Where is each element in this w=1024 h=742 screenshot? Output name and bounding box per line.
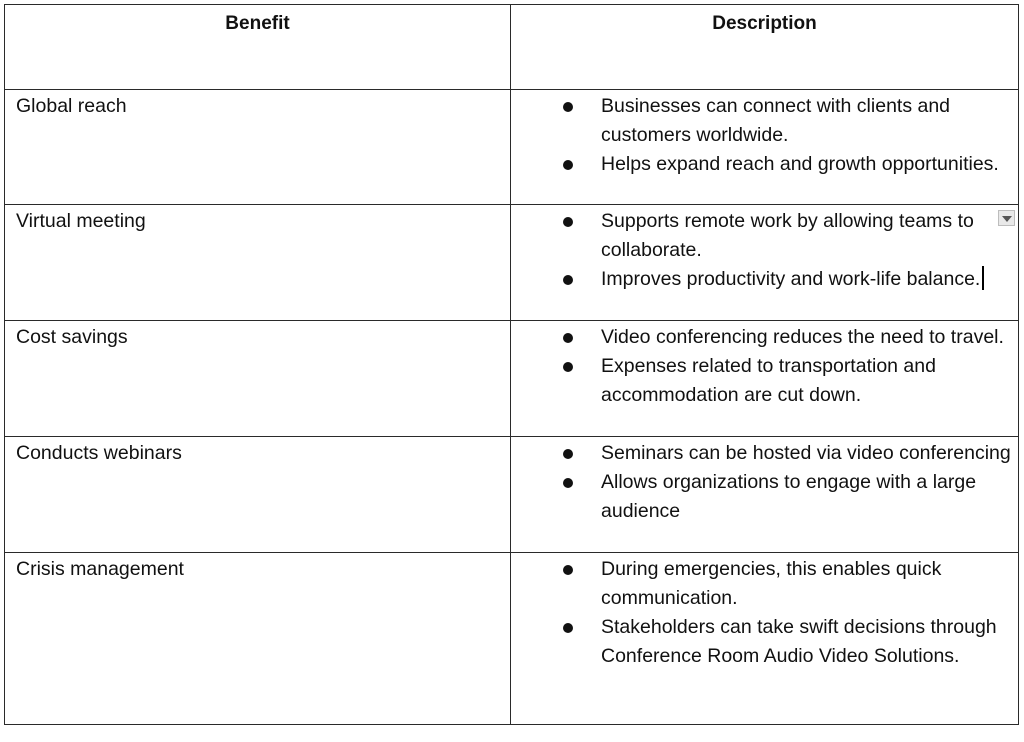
bullet-dot-icon (563, 275, 573, 285)
table-header-row (5, 5, 1019, 90)
bullet-dot-icon (563, 623, 573, 633)
table-row (5, 437, 1019, 553)
bullet-dot-icon (563, 217, 573, 227)
bullet-text: Stakeholders can take swift decisions through Conference Room Audio Video Solutions. (601, 616, 997, 667)
bullet-text: Seminars can be hosted via video conferencing (601, 442, 1011, 464)
bullet-item (511, 439, 1014, 468)
text-cursor-icon (982, 266, 984, 290)
header-description[interactable]: Description (511, 5, 1019, 90)
description-cell[interactable] (511, 437, 1019, 553)
bullet-item (511, 468, 1014, 526)
bullet-item (511, 207, 1014, 265)
bullet-list (511, 439, 1014, 526)
description-cell[interactable] (511, 321, 1019, 437)
bullet-dot-icon (563, 565, 573, 575)
table-row (5, 205, 1019, 321)
description-cell[interactable] (511, 90, 1019, 205)
bullet-text: During emergencies, this enables quick communication. (601, 558, 942, 609)
bullet-item (511, 613, 1014, 671)
bullet-item (511, 265, 1014, 294)
bullet-item (511, 323, 1014, 352)
bullet-dot-icon (563, 333, 573, 343)
description-cell[interactable] (511, 553, 1019, 725)
benefit-cell[interactable]: Virtual meeting (5, 205, 511, 321)
bullet-text: Supports remote work by allowing teams to collaborate. (601, 210, 974, 261)
bullet-dot-icon (563, 362, 573, 372)
bullet-dot-icon (563, 478, 573, 488)
bullet-text: Improves productivity and work-life balance. (601, 268, 981, 290)
benefit-cell[interactable]: Global reach (5, 90, 511, 205)
bullet-list (511, 323, 1014, 410)
bullet-list (511, 555, 1014, 671)
table-row (5, 321, 1019, 437)
bullet-list (511, 92, 1014, 179)
table-row (5, 90, 1019, 205)
bullet-item (511, 555, 1014, 613)
bullet-dot-icon (563, 449, 573, 459)
bullet-dot-icon (563, 102, 573, 112)
bullet-dot-icon (563, 160, 573, 170)
table-row (5, 553, 1019, 725)
benefit-cell[interactable]: Crisis management (5, 553, 511, 725)
bullet-list (511, 207, 1014, 294)
bullet-text: Helps expand reach and growth opportunities. (601, 153, 999, 175)
bullet-text: Businesses can connect with clients and customers worldwide. (601, 95, 951, 146)
bullet-text: Expenses related to transportation and accommodation are cut down. (601, 355, 936, 406)
benefit-cell[interactable]: Cost savings (5, 321, 511, 437)
description-cell[interactable] (511, 205, 1019, 321)
bullet-item (511, 352, 1014, 410)
header-benefit[interactable]: Benefit (5, 5, 511, 90)
benefit-cell[interactable]: Conducts webinars (5, 437, 511, 553)
bullet-text: Allows organizations to engage with a large audience (601, 471, 977, 522)
bullet-item (511, 150, 1014, 179)
bullet-item (511, 92, 1014, 150)
bullet-text: Video conferencing reduces the need to travel. (601, 326, 1004, 348)
benefits-table (4, 4, 1019, 725)
